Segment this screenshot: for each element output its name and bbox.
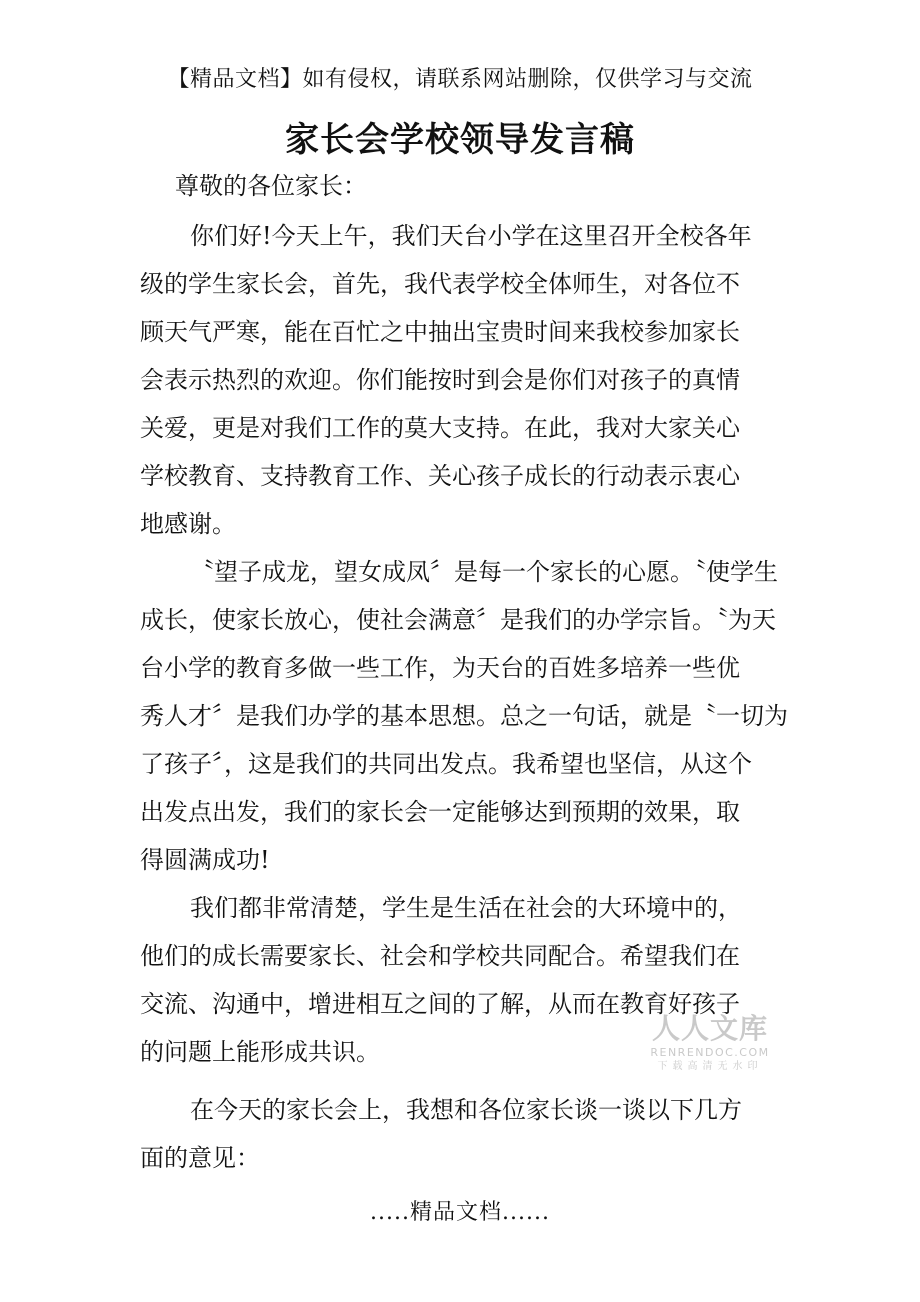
body-line: 成长，使家长放心，使社会满意〞是我们的办学宗旨。〝为天 xyxy=(140,606,776,634)
body-line: 你们好!今天上午，我们天台小学在这里召开全校各年 xyxy=(190,222,752,250)
watermark-main: 人人文库 xyxy=(651,1012,768,1045)
body-line: 地感谢。 xyxy=(140,510,236,538)
body-line: 交流、沟通中，增进相互之间的了解，从而在教育好孩子 xyxy=(140,990,740,1018)
body-line: 在今天的家长会上，我想和各位家长谈一谈以下几方 xyxy=(190,1096,742,1124)
page-title: 家长会学校领导发言稿 xyxy=(285,120,635,160)
body-line: 得圆满成功! xyxy=(140,846,270,874)
body-line: 的问题上能形成共识。 xyxy=(140,1038,380,1066)
body-line: 级的学生家长会，首先，我代表学校全体师生，对各位不 xyxy=(140,270,740,298)
watermark-logo xyxy=(646,1012,774,1074)
watermark-url: RENRENDOC.COM xyxy=(650,1046,770,1059)
body-line: 会表示热烈的欢迎。你们能按时到会是你们对孩子的真情 xyxy=(140,366,740,394)
body-line: 学校教育、支持教育工作、关心孩子成长的行动表示衷心 xyxy=(140,462,740,490)
body-line: 他们的成长需要家长、社会和学校共同配合。希望我们在 xyxy=(140,942,740,970)
body-line: 顾天气严寒，能在百忙之中抽出宝贵时间来我校参加家长 xyxy=(140,318,740,346)
body-line: 我们都非常清楚，学生是生活在社会的大环境中的， xyxy=(190,894,742,922)
document-footer: .....精品文档...... xyxy=(370,1200,550,1225)
body-line: 了孩子〞，这是我们的共同出发点。我希望也坚信，从这个 xyxy=(140,750,752,778)
greeting: 尊敬的各位家长： xyxy=(175,172,367,200)
body-line: 关爱，更是对我们工作的莫大支持。在此，我对大家关心 xyxy=(140,414,740,442)
watermark-sub: 下载高清无水印 xyxy=(657,1061,763,1072)
body-line: 〝望子成龙，望女成凤〞是每一个家长的心愿。〝使学生 xyxy=(190,558,778,586)
body-line: 出发点出发，我们的家长会一定能够达到预期的效果，取 xyxy=(140,798,740,826)
body-line: 面的意见： xyxy=(140,1144,260,1172)
body-line: 台小学的教育多做一些工作，为天台的百姓多培养一些优 xyxy=(140,654,740,682)
body-line: 秀人才〞是我们办学的基本思想。总之一句话，就是〝一切为 xyxy=(140,702,788,730)
document-header-notice: 【精品文档】如有侵权，请联系网站删除，仅供学习与交流 xyxy=(167,67,753,92)
